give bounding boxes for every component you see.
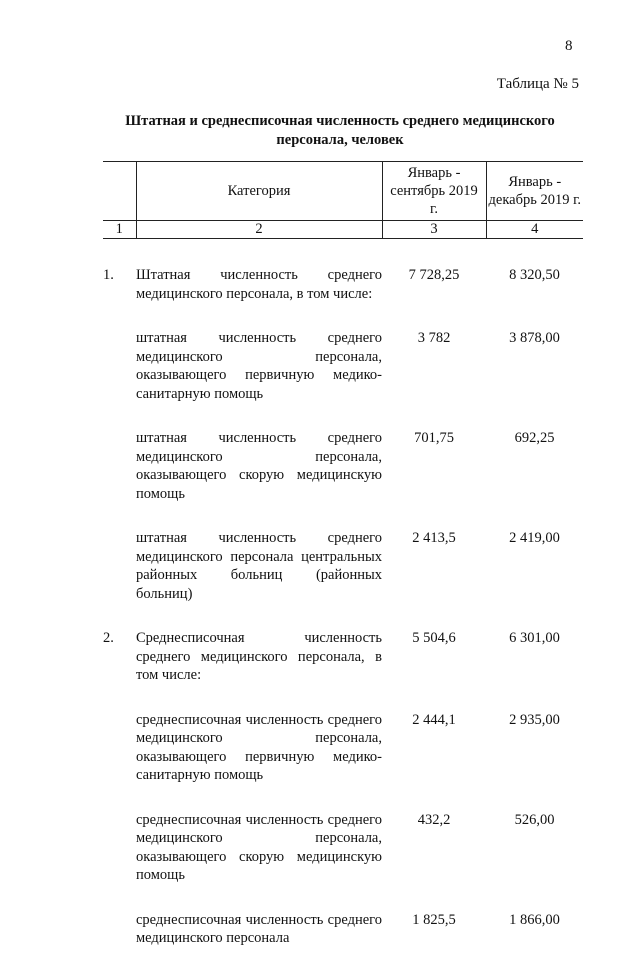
row-number: 1.: [103, 267, 114, 283]
column-numbers-row: [103, 221, 583, 239]
row-category: среднесписочная численность среднего медицинского персонала: [136, 911, 382, 946]
row-value-jan-sep: 701,75: [414, 430, 454, 446]
row-number: 2.: [103, 630, 114, 646]
row-value-jan-sep: 3 782: [417, 330, 451, 346]
row-category: Штатная численность среднего медицинского персонала, в том числе:: [136, 267, 382, 302]
page-number: 8: [565, 38, 573, 54]
row-number: [103, 711, 136, 811]
row-value-jan-dec: 8 320,50: [509, 267, 560, 283]
row-value-jan-dec: 3 878,00: [509, 330, 560, 346]
row-value-jan-dec: 526,00: [514, 811, 555, 828]
row-category: штатная численность среднего медицинского персонала, оказывающего скорую медицинскую помощь: [136, 430, 382, 502]
row-number: [103, 529, 136, 629]
row-number: [103, 811, 136, 911]
row-number: [103, 911, 136, 974]
row-value-jan-sep: 1 825,5: [412, 911, 456, 928]
header-jan-sep: Январь - сентябрь 2019 г.: [382, 162, 486, 221]
row-value-jan-sep: 432,2: [417, 811, 451, 828]
row-category: среднесписочная численность среднего медицинского персонала, оказывающего скорую медицинскую помощь: [136, 811, 382, 883]
row-category: штатная численность среднего медицинского персонала, оказывающего первичную медико-санитарную помощь: [136, 330, 382, 402]
table-row: [103, 429, 583, 529]
row-value-jan-dec: 2 935,00: [509, 711, 560, 728]
row-value-jan-sep: 5 504,6: [412, 630, 456, 646]
table-row: [103, 329, 583, 429]
staffing-table: [103, 161, 583, 974]
table-row: [103, 529, 583, 629]
table-row: [103, 711, 583, 811]
row-value-jan-sep: 2 444,1: [412, 711, 456, 728]
table-row: [103, 811, 583, 911]
row-category: штатная численность среднего медицинского персонала центральных районных больниц (районных больниц): [136, 530, 382, 602]
column-number: 1: [103, 221, 136, 239]
header-row: [103, 162, 583, 221]
header-category: Категория: [136, 162, 382, 221]
column-number: 4: [486, 221, 583, 239]
row-value-jan-dec: 692,25: [514, 430, 555, 446]
table-row: [103, 629, 583, 711]
row-value-jan-sep: 2 413,5: [412, 530, 456, 546]
table-row: [103, 911, 583, 974]
row-value-jan-dec: 6 301,00: [509, 630, 560, 646]
table-title: Штатная и среднесписочная численность среднего медицинского персонала, человек: [125, 113, 555, 148]
row-value-jan-sep: 7 728,25: [408, 267, 460, 283]
row-value-jan-dec: 2 419,00: [509, 530, 560, 546]
table-row: [103, 239, 583, 330]
header-number: [103, 162, 136, 221]
row-value-jan-dec: 1 866,00: [509, 911, 560, 928]
table-number: Таблица № 5: [496, 76, 579, 92]
row-category: Среднесписочная численность среднего медицинского персонала, в том числе:: [136, 630, 382, 683]
row-category: среднесписочная численность среднего медицинского персонала, оказывающего первичную медико-санитарную помощь: [136, 711, 382, 783]
column-number: 2: [136, 221, 382, 239]
row-number: [103, 429, 136, 529]
column-number: 3: [382, 221, 486, 239]
header-jan-dec: Январь - декабрь 2019 г.: [486, 162, 583, 221]
row-number: [103, 329, 136, 429]
